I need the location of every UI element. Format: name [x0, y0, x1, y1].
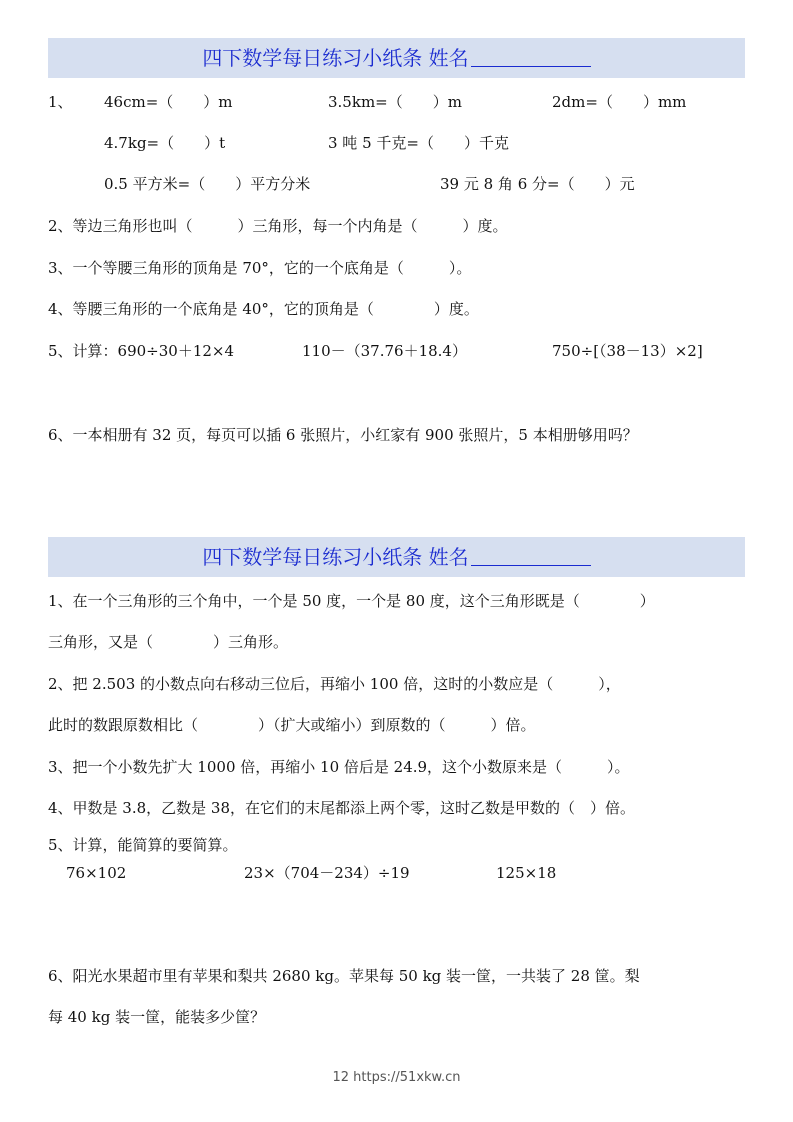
name-blank-line	[471, 44, 591, 67]
sheet1-title: 四下数学每日练习小纸条 姓名	[202, 46, 469, 70]
conversion-item: 39 元 8 角 6 分=（ ）元	[440, 175, 635, 193]
question-3: 3、把一个小数先扩大 1000 倍，再缩小 10 倍后是 24.9，这个小数原来是（ ）。	[48, 758, 630, 776]
question-3: 3、一个等腰三角形的顶角是 70°，它的一个底角是（ ）。	[48, 259, 472, 277]
calc-expression: 125×18	[496, 864, 557, 882]
question-6-line-2: 每 40 kg 装一筐，能装多少筐？	[48, 1008, 266, 1026]
calc-expression: 23×（704－234）÷19	[244, 864, 410, 882]
question-4: 4、甲数是 3.8，乙数是 38，在它们的末尾都添上两个零，这时乙数是甲数的（ ）倍。	[48, 799, 636, 817]
calc-expression: 110－（37.76＋18.4）	[302, 342, 467, 360]
question-2-line-1: 2、把 2.503 的小数点向右移动三位后，再缩小 100 倍，这时的小数应是（ ），	[48, 675, 621, 693]
question-2: 2、等边三角形也叫（ ）三角形，每一个内角是（ ）度。	[48, 217, 508, 235]
question-6-line-1: 6、阳光水果超市里有苹果和梨共 2680 kg。苹果每 50 kg 装一筐，一共装了 28 筐。梨	[48, 967, 640, 985]
question-6: 6、一本相册有 32 页，每页可以插 6 张照片，小红家有 900 张照片，5 本相册够用吗？	[48, 426, 638, 444]
calc-label: 5、计算，能简算的要简算。	[48, 836, 238, 854]
conversion-item: 3.5km=（ ）m	[328, 93, 462, 111]
question-number: 1、	[48, 93, 73, 111]
sheet2-title: 四下数学每日练习小纸条 姓名	[202, 545, 469, 569]
name-blank-line	[471, 543, 591, 566]
calc-label: 5、计算：690÷30＋12×4	[48, 342, 235, 360]
page-footer: 12 https://51xkw.cn	[332, 1070, 461, 1085]
conversion-item: 4.7kg=（ ）t	[104, 134, 226, 152]
conversion-item: 0.5 平方米=（ ）平方分米	[104, 175, 311, 193]
sheet1-title-band	[48, 38, 745, 78]
calc-expression: 76×102	[66, 864, 127, 882]
conversion-item: 3 吨 5 千克=（ ）千克	[328, 134, 509, 152]
question-2-line-2: 此时的数跟原数相比（ ）（扩大或缩小）到原数的（ ）倍。	[48, 716, 536, 734]
conversion-item: 46cm=（ ）m	[104, 93, 233, 111]
calc-expression: 750÷[（38－13）×2]	[552, 342, 703, 360]
question-1-line-1: 1、在一个三角形的三个角中，一个是 50 度，一个是 80 度，这个三角形既是（ ）	[48, 592, 655, 610]
sheet2-title-band	[48, 537, 745, 577]
conversion-item: 2dm=（ ）mm	[552, 93, 687, 111]
question-4: 4、等腰三角形的一个底角是 40°，它的顶角是（ ）度。	[48, 300, 479, 318]
question-1-line-2: 三角形，又是（ ）三角形。	[48, 633, 289, 651]
